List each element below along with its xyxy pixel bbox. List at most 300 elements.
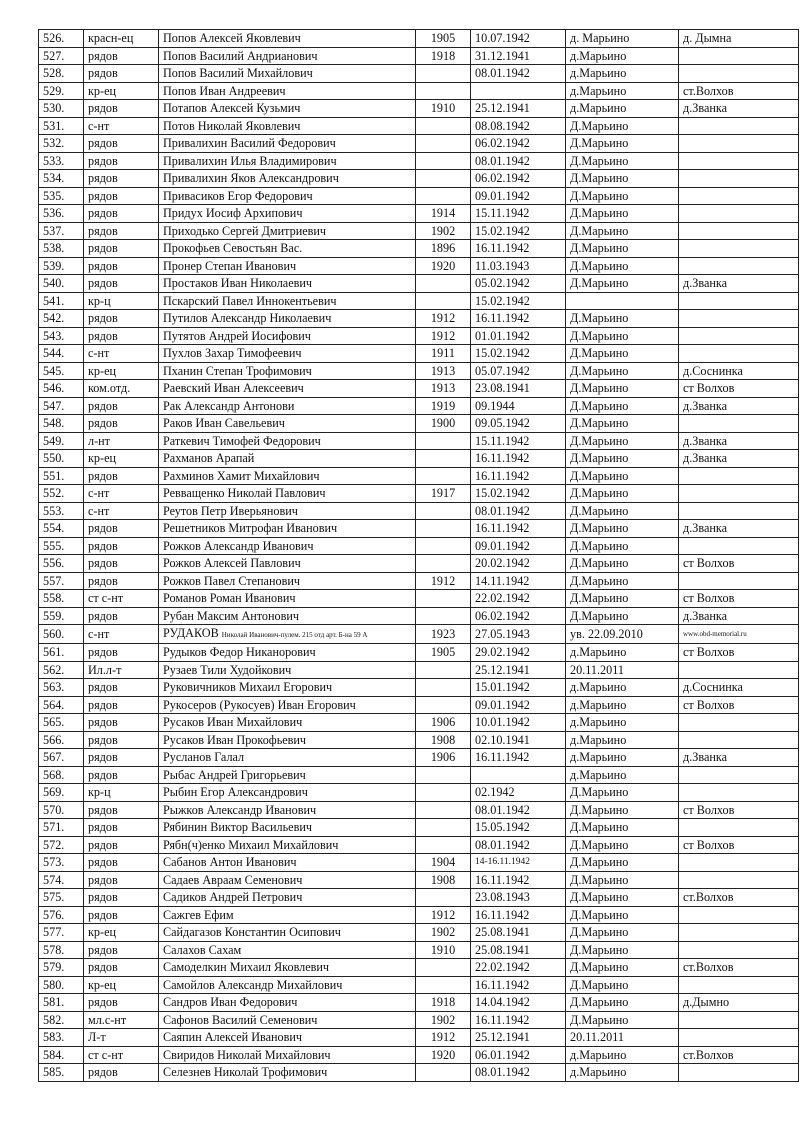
date-cell: 15.02.1942 xyxy=(471,485,566,503)
burial-cell xyxy=(679,292,799,310)
place-cell: 20.11.2011 xyxy=(566,1029,679,1047)
date-cell: 22.02.1942 xyxy=(471,959,566,977)
date-cell: 06.02.1942 xyxy=(471,170,566,188)
birth-year-cell xyxy=(416,696,471,714)
place-cell: Д.Марьино xyxy=(566,485,679,503)
rank-cell: с-нт xyxy=(84,345,159,363)
birth-year-cell xyxy=(416,467,471,485)
row-number: 536. xyxy=(39,205,84,223)
table-row xyxy=(39,819,799,837)
birth-year-cell xyxy=(416,555,471,573)
table-row xyxy=(39,205,799,223)
name-cell: Романов Роман Иванович xyxy=(159,590,416,608)
table-row xyxy=(39,345,799,363)
place-cell: Д.Марьино xyxy=(566,854,679,872)
row-number: 570. xyxy=(39,801,84,819)
date-cell: 08.01.1942 xyxy=(471,836,566,854)
birth-year-cell: 1902 xyxy=(416,924,471,942)
birth-year-cell xyxy=(416,520,471,538)
rank-cell: рядов xyxy=(84,257,159,275)
table-row xyxy=(39,889,799,907)
date-cell: 23.08.1943 xyxy=(471,889,566,907)
rank-cell: рядов xyxy=(84,644,159,662)
birth-year-cell xyxy=(416,432,471,450)
name-cell: Рузаев Тили Худойкович xyxy=(159,661,416,679)
place-cell: д.Марьино xyxy=(566,1046,679,1064)
burial-cell xyxy=(679,572,799,590)
date-cell: 14.11.1942 xyxy=(471,572,566,590)
burial-cell: д.Званка xyxy=(679,432,799,450)
name-cell: Русаков Иван Михайлович xyxy=(159,714,416,732)
date-cell: 02.1942 xyxy=(471,784,566,802)
name-cell: Саяпин Алексей Иванович xyxy=(159,1029,416,1047)
row-number: 582. xyxy=(39,1011,84,1029)
row-number: 545. xyxy=(39,362,84,380)
place-cell: Д.Марьино xyxy=(566,222,679,240)
rank-cell: красн-ец xyxy=(84,30,159,48)
birth-year-cell: 1908 xyxy=(416,871,471,889)
birth-year-cell xyxy=(416,502,471,520)
name-note: Николай Иванович-пулем. 215 отд арт. Б-на 59 А xyxy=(221,631,368,639)
table-row xyxy=(39,941,799,959)
table-row xyxy=(39,310,799,328)
date-cell: 09.01.1942 xyxy=(471,696,566,714)
birth-year-cell xyxy=(416,766,471,784)
rank-cell: рядов xyxy=(84,766,159,784)
burial-cell xyxy=(679,240,799,258)
birth-year-cell: 1923 xyxy=(416,625,471,644)
name-cell: Реутов Петр Иверьянович xyxy=(159,502,416,520)
birth-year-cell: 1918 xyxy=(416,994,471,1012)
name-cell: Сайдагазов Константин Осипович xyxy=(159,924,416,942)
birth-year-cell xyxy=(416,976,471,994)
name-cell: Садиков Андрей Петрович xyxy=(159,889,416,907)
place-cell: Д.Марьино xyxy=(566,836,679,854)
rank-cell: рядов xyxy=(84,959,159,977)
birth-year-cell: 1912 xyxy=(416,327,471,345)
place-cell: Д.Марьино xyxy=(566,959,679,977)
place-cell: Д.Марьино xyxy=(566,906,679,924)
row-number: 579. xyxy=(39,959,84,977)
birth-year-cell: 1920 xyxy=(416,257,471,275)
burial-cell xyxy=(679,117,799,135)
table-row xyxy=(39,1029,799,1047)
burial-cell xyxy=(679,345,799,363)
date-cell: 05.02.1942 xyxy=(471,275,566,293)
place-cell: д.Марьино xyxy=(566,731,679,749)
rank-cell: кр-ец xyxy=(84,450,159,468)
table-row xyxy=(39,749,799,767)
date-cell: 16.11.1942 xyxy=(471,871,566,889)
burial-cell: ст Волхов xyxy=(679,696,799,714)
name-cell: Рожков Павел Степанович xyxy=(159,572,416,590)
rank-cell: ст с-нт xyxy=(84,590,159,608)
birth-year-cell xyxy=(416,679,471,697)
row-number: 541. xyxy=(39,292,84,310)
burial-cell xyxy=(679,485,799,503)
row-number: 530. xyxy=(39,100,84,118)
name-cell: Приходько Сергей Дмитриевич xyxy=(159,222,416,240)
birth-year-cell xyxy=(416,784,471,802)
casualty-table xyxy=(38,29,799,1082)
rank-cell: рядов xyxy=(84,100,159,118)
place-cell: д.Марьино xyxy=(566,65,679,83)
date-cell: 14-16.11.1942 xyxy=(471,854,566,872)
burial-cell: ст Волхов xyxy=(679,555,799,573)
rank-cell: рядов xyxy=(84,801,159,819)
rank-cell: рядов xyxy=(84,889,159,907)
table-row xyxy=(39,836,799,854)
birth-year-cell: 1910 xyxy=(416,941,471,959)
row-number: 538. xyxy=(39,240,84,258)
table-row xyxy=(39,432,799,450)
name-cell: Рахманов Арапай xyxy=(159,450,416,468)
row-number: 568. xyxy=(39,766,84,784)
rank-cell: рядов xyxy=(84,187,159,205)
birth-year-cell xyxy=(416,135,471,153)
rank-cell: кр-ц xyxy=(84,292,159,310)
row-number: 546. xyxy=(39,380,84,398)
row-number: 562. xyxy=(39,661,84,679)
date-cell: 31.12.1941 xyxy=(471,47,566,65)
place-cell: Д.Марьино xyxy=(566,205,679,223)
name-cell: Свиридов Николай Михайлович xyxy=(159,1046,416,1064)
row-number: 556. xyxy=(39,555,84,573)
table-row xyxy=(39,485,799,503)
birth-year-cell: 1910 xyxy=(416,100,471,118)
table-row xyxy=(39,100,799,118)
date-cell: 08.01.1942 xyxy=(471,1064,566,1082)
date-cell: 16.11.1942 xyxy=(471,976,566,994)
table-row xyxy=(39,1046,799,1064)
date-cell xyxy=(471,82,566,100)
rank-cell: рядов xyxy=(84,1064,159,1082)
row-number: 526. xyxy=(39,30,84,48)
row-number: 572. xyxy=(39,836,84,854)
date-cell: 08.01.1942 xyxy=(471,152,566,170)
burial-cell xyxy=(679,257,799,275)
date-cell: 25.12.1941 xyxy=(471,661,566,679)
name-cell: Привалихин Илья Владимирович xyxy=(159,152,416,170)
burial-cell xyxy=(679,310,799,328)
row-number: 557. xyxy=(39,572,84,590)
table-row xyxy=(39,1011,799,1029)
burial-cell xyxy=(679,731,799,749)
rank-cell: с-нт xyxy=(84,625,159,644)
row-number: 585. xyxy=(39,1064,84,1082)
date-cell: 25.08.1941 xyxy=(471,941,566,959)
rank-cell: рядов xyxy=(84,205,159,223)
name-cell: Рудыков Федор Никанорович xyxy=(159,644,416,662)
rank-cell: рядов xyxy=(84,537,159,555)
name-cell: Салахов Сахам xyxy=(159,941,416,959)
table-row xyxy=(39,731,799,749)
birth-year-cell: 1912 xyxy=(416,906,471,924)
row-number: 542. xyxy=(39,310,84,328)
date-cell xyxy=(471,766,566,784)
burial-cell: д. Дымна xyxy=(679,30,799,48)
name-cell: Руковичников Михаил Егорович xyxy=(159,679,416,697)
place-cell: Д.Марьино xyxy=(566,1011,679,1029)
birth-year-cell: 1908 xyxy=(416,731,471,749)
row-number: 528. xyxy=(39,65,84,83)
place-cell: д.Марьино xyxy=(566,696,679,714)
row-number: 571. xyxy=(39,819,84,837)
table-row xyxy=(39,625,799,644)
row-number: 554. xyxy=(39,520,84,538)
birth-year-cell: 1905 xyxy=(416,644,471,662)
row-number: 566. xyxy=(39,731,84,749)
date-cell: 05.07.1942 xyxy=(471,362,566,380)
row-number: 558. xyxy=(39,590,84,608)
rank-cell: рядов xyxy=(84,871,159,889)
row-number: 527. xyxy=(39,47,84,65)
row-number: 578. xyxy=(39,941,84,959)
rank-cell: рядов xyxy=(84,854,159,872)
date-cell: 08.01.1942 xyxy=(471,65,566,83)
name-cell: Рахминов Хамит Михайлович xyxy=(159,467,416,485)
date-cell: 02.10.1941 xyxy=(471,731,566,749)
row-number: 574. xyxy=(39,871,84,889)
date-cell: 29.02.1942 xyxy=(471,644,566,662)
name-cell: Попов Алексей Яковлевич xyxy=(159,30,416,48)
rank-cell: с-нт xyxy=(84,502,159,520)
table-row xyxy=(39,257,799,275)
rank-cell: кр-ец xyxy=(84,82,159,100)
rank-cell: кр-ец xyxy=(84,362,159,380)
date-cell: 16.11.1942 xyxy=(471,749,566,767)
birth-year-cell: 1913 xyxy=(416,362,471,380)
birth-year-cell xyxy=(416,292,471,310)
table-row xyxy=(39,30,799,48)
date-cell: 22.02.1942 xyxy=(471,590,566,608)
place-cell: д.Марьино xyxy=(566,47,679,65)
burial-cell: д.Званка xyxy=(679,749,799,767)
place-cell: Д.Марьино xyxy=(566,152,679,170)
date-cell: 01.01.1942 xyxy=(471,327,566,345)
row-number: 550. xyxy=(39,450,84,468)
burial-cell xyxy=(679,1064,799,1082)
rank-cell: рядов xyxy=(84,240,159,258)
row-number: 567. xyxy=(39,749,84,767)
rank-cell: рядов xyxy=(84,836,159,854)
burial-cell: ст.Волхов xyxy=(679,889,799,907)
place-cell: Д.Марьино xyxy=(566,380,679,398)
place-cell: Д.Марьино xyxy=(566,784,679,802)
rank-cell: рядов xyxy=(84,170,159,188)
row-number: 532. xyxy=(39,135,84,153)
row-number: 584. xyxy=(39,1046,84,1064)
row-number: 576. xyxy=(39,906,84,924)
row-number: 561. xyxy=(39,644,84,662)
rank-cell: с-нт xyxy=(84,485,159,503)
name-cell: Русаков Иван Прокофьевич xyxy=(159,731,416,749)
rank-cell: рядов xyxy=(84,994,159,1012)
name-cell: Рожков Александр Иванович xyxy=(159,537,416,555)
birth-year-cell: 1902 xyxy=(416,1011,471,1029)
birth-year-cell xyxy=(416,275,471,293)
row-number: 553. xyxy=(39,502,84,520)
table-row xyxy=(39,327,799,345)
row-number: 552. xyxy=(39,485,84,503)
rank-cell: рядов xyxy=(84,572,159,590)
name-cell: Попов Иван Андреевич xyxy=(159,82,416,100)
rank-cell: мл.с-нт xyxy=(84,1011,159,1029)
name-cell: Путилов Александр Николаевич xyxy=(159,310,416,328)
burial-cell: д.Званка xyxy=(679,450,799,468)
place-cell: д. Марьино xyxy=(566,30,679,48)
row-number: 547. xyxy=(39,397,84,415)
table-row xyxy=(39,854,799,872)
burial-cell xyxy=(679,661,799,679)
row-number: 533. xyxy=(39,152,84,170)
name-cell: Привасиков Егор Федорович xyxy=(159,187,416,205)
birth-year-cell xyxy=(416,82,471,100)
place-cell xyxy=(566,292,679,310)
row-number: 539. xyxy=(39,257,84,275)
birth-year-cell: 1918 xyxy=(416,47,471,65)
birth-year-cell xyxy=(416,537,471,555)
name-cell: Решетников Митрофан Иванович xyxy=(159,520,416,538)
burial-cell xyxy=(679,714,799,732)
burial-cell: www.obd-memorial.ru xyxy=(679,625,799,644)
burial-cell: ст Волхов xyxy=(679,380,799,398)
place-cell: Д.Марьино xyxy=(566,801,679,819)
date-cell: 15.05.1942 xyxy=(471,819,566,837)
rank-cell: рядов xyxy=(84,555,159,573)
burial-cell xyxy=(679,924,799,942)
place-cell: Д.Марьино xyxy=(566,135,679,153)
place-cell: д.Марьино xyxy=(566,766,679,784)
name-cell: Придух Иосиф Архипович xyxy=(159,205,416,223)
name-cell: Садаев Авраам Семенович xyxy=(159,871,416,889)
birth-year-cell: 1905 xyxy=(416,30,471,48)
rank-cell: ком.отд. xyxy=(84,380,159,398)
name-cell: Раткевич Тимофей Федорович xyxy=(159,432,416,450)
burial-cell: ст.Волхов xyxy=(679,959,799,977)
table-row xyxy=(39,714,799,732)
place-cell: Д.Марьино xyxy=(566,327,679,345)
birth-year-cell: 1913 xyxy=(416,380,471,398)
date-cell: 08.01.1942 xyxy=(471,801,566,819)
name-cell: Рукосеров (Рукосуев) Иван Егорович xyxy=(159,696,416,714)
name-cell: Попов Василий Андрианович xyxy=(159,47,416,65)
date-cell: 20.02.1942 xyxy=(471,555,566,573)
place-cell: Д.Марьино xyxy=(566,924,679,942)
place-cell: Д.Марьино xyxy=(566,117,679,135)
date-cell: 16.11.1942 xyxy=(471,240,566,258)
birth-year-cell: 1920 xyxy=(416,1046,471,1064)
name-cell: Ревващенко Николай Павлович xyxy=(159,485,416,503)
burial-cell xyxy=(679,784,799,802)
table-row xyxy=(39,222,799,240)
row-number: 543. xyxy=(39,327,84,345)
date-cell: 16.11.1942 xyxy=(471,906,566,924)
row-number: 549. xyxy=(39,432,84,450)
casualty-list xyxy=(38,29,798,1082)
place-cell: Д.Марьино xyxy=(566,976,679,994)
name-cell: Рябинин Виктор Васильевич xyxy=(159,819,416,837)
name-cell: Сандров Иван Федорович xyxy=(159,994,416,1012)
name-cell: Рожков Алексей Павлович xyxy=(159,555,416,573)
name-cell: Пханин Степан Трофимович xyxy=(159,362,416,380)
table-row xyxy=(39,537,799,555)
birth-year-cell xyxy=(416,1064,471,1082)
date-cell: 15.11.1942 xyxy=(471,432,566,450)
burial-cell xyxy=(679,135,799,153)
date-cell: 16.11.1942 xyxy=(471,1011,566,1029)
rank-cell: л-нт xyxy=(84,432,159,450)
place-cell: Д.Марьино xyxy=(566,275,679,293)
burial-cell: д.Дымно xyxy=(679,994,799,1012)
burial-cell: ст Волхов xyxy=(679,801,799,819)
burial-cell xyxy=(679,65,799,83)
name-cell: Путятов Андрей Иосифович xyxy=(159,327,416,345)
birth-year-cell xyxy=(416,590,471,608)
rank-cell: кр-ц xyxy=(84,784,159,802)
place-cell: Д.Марьино xyxy=(566,502,679,520)
burial-cell xyxy=(679,819,799,837)
table-row xyxy=(39,679,799,697)
date-cell: 25.12.1941 xyxy=(471,1029,566,1047)
birth-year-cell xyxy=(416,661,471,679)
table-row xyxy=(39,959,799,977)
rank-cell: кр-ец xyxy=(84,924,159,942)
table-row xyxy=(39,696,799,714)
name-cell: Прокофьев Севостьян Вас. xyxy=(159,240,416,258)
burial-cell: д.Званка xyxy=(679,520,799,538)
name-cell: Пронер Степан Иванович xyxy=(159,257,416,275)
row-number: 581. xyxy=(39,994,84,1012)
date-cell: 08.01.1942 xyxy=(471,502,566,520)
rank-cell: Ил.л-т xyxy=(84,661,159,679)
name-cell: Сафонов Василий Семенович xyxy=(159,1011,416,1029)
date-cell: 09.05.1942 xyxy=(471,415,566,433)
name-cell: Раков Иван Савельевич xyxy=(159,415,416,433)
row-number: 531. xyxy=(39,117,84,135)
rank-cell: рядов xyxy=(84,679,159,697)
rank-cell: рядов xyxy=(84,906,159,924)
rank-cell: рядов xyxy=(84,397,159,415)
row-number: 575. xyxy=(39,889,84,907)
row-number: 529. xyxy=(39,82,84,100)
place-cell: 20.11.2011 xyxy=(566,661,679,679)
burial-cell xyxy=(679,941,799,959)
burial-cell xyxy=(679,1011,799,1029)
date-cell: 16.11.1942 xyxy=(471,310,566,328)
rank-cell: рядов xyxy=(84,467,159,485)
table-row xyxy=(39,240,799,258)
name-cell: Попов Василий Михайлович xyxy=(159,65,416,83)
place-cell: Д.Марьино xyxy=(566,467,679,485)
rank-cell: ст с-нт xyxy=(84,1046,159,1064)
table-row xyxy=(39,65,799,83)
rank-cell: рядов xyxy=(84,152,159,170)
table-row xyxy=(39,994,799,1012)
burial-cell: д.Званка xyxy=(679,275,799,293)
table-row xyxy=(39,644,799,662)
table-row xyxy=(39,450,799,468)
table-row xyxy=(39,502,799,520)
birth-year-cell xyxy=(416,889,471,907)
rank-cell: рядов xyxy=(84,222,159,240)
place-cell: д.Марьино xyxy=(566,679,679,697)
table-row xyxy=(39,1064,799,1082)
table-row xyxy=(39,415,799,433)
birth-year-cell: 1912 xyxy=(416,1029,471,1047)
rank-cell: рядов xyxy=(84,731,159,749)
birth-year-cell: 1902 xyxy=(416,222,471,240)
